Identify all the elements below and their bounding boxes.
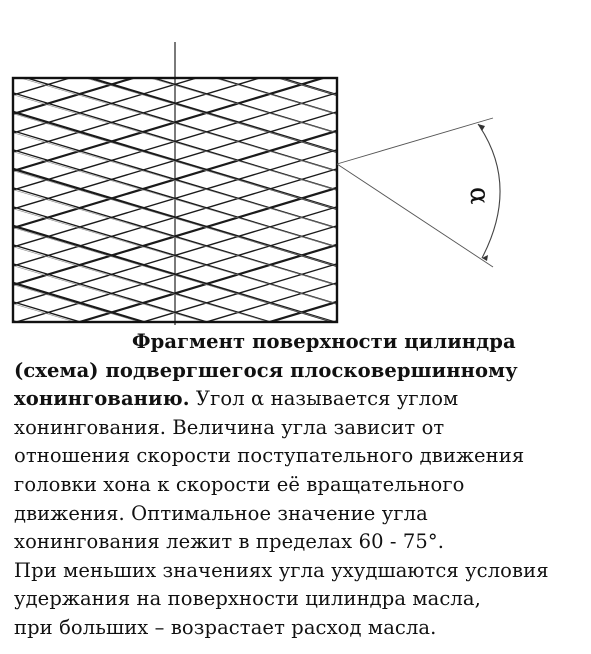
caption-line-3-rest: Угол α называется углом	[189, 387, 459, 411]
caption-title-line-3: хонингованию.	[14, 387, 190, 411]
caption-line-8: хонингования лежит в пределах 60 - 75°.	[14, 530, 445, 554]
caption-title-line-1: Фрагмент поверхности цилиндра	[132, 330, 516, 353]
caption-line-6: головки хона к скорости её вращательного	[14, 472, 465, 496]
caption-line-3	[14, 385, 584, 414]
caption-line-7: движения. Оптимальное значение угла	[14, 501, 428, 525]
angle-ray-lower	[337, 164, 493, 267]
figure-caption	[14, 328, 584, 643]
hatch-line-ascending	[3, 0, 347, 41]
caption-line-5: отношения скорости поступательного движения	[14, 444, 525, 468]
caption-line-11: при больших – возрастает расход масла.	[14, 615, 437, 639]
caption-line-4: хонингования. Величина угла зависит от	[14, 415, 445, 439]
angle-alpha-label: α	[464, 187, 494, 205]
caption-line-9: При меньших значениях угла ухудшаются условия	[14, 558, 549, 582]
hatch-line-descending	[3, 0, 347, 41]
angle-arrow-top	[478, 124, 485, 131]
caption-line-10: удержания на поверхности цилиндра масла,	[14, 587, 481, 611]
angle-ray-upper	[337, 118, 493, 164]
caption-title-line-2: (схема) подвергшегося плосковершинному	[14, 358, 518, 382]
